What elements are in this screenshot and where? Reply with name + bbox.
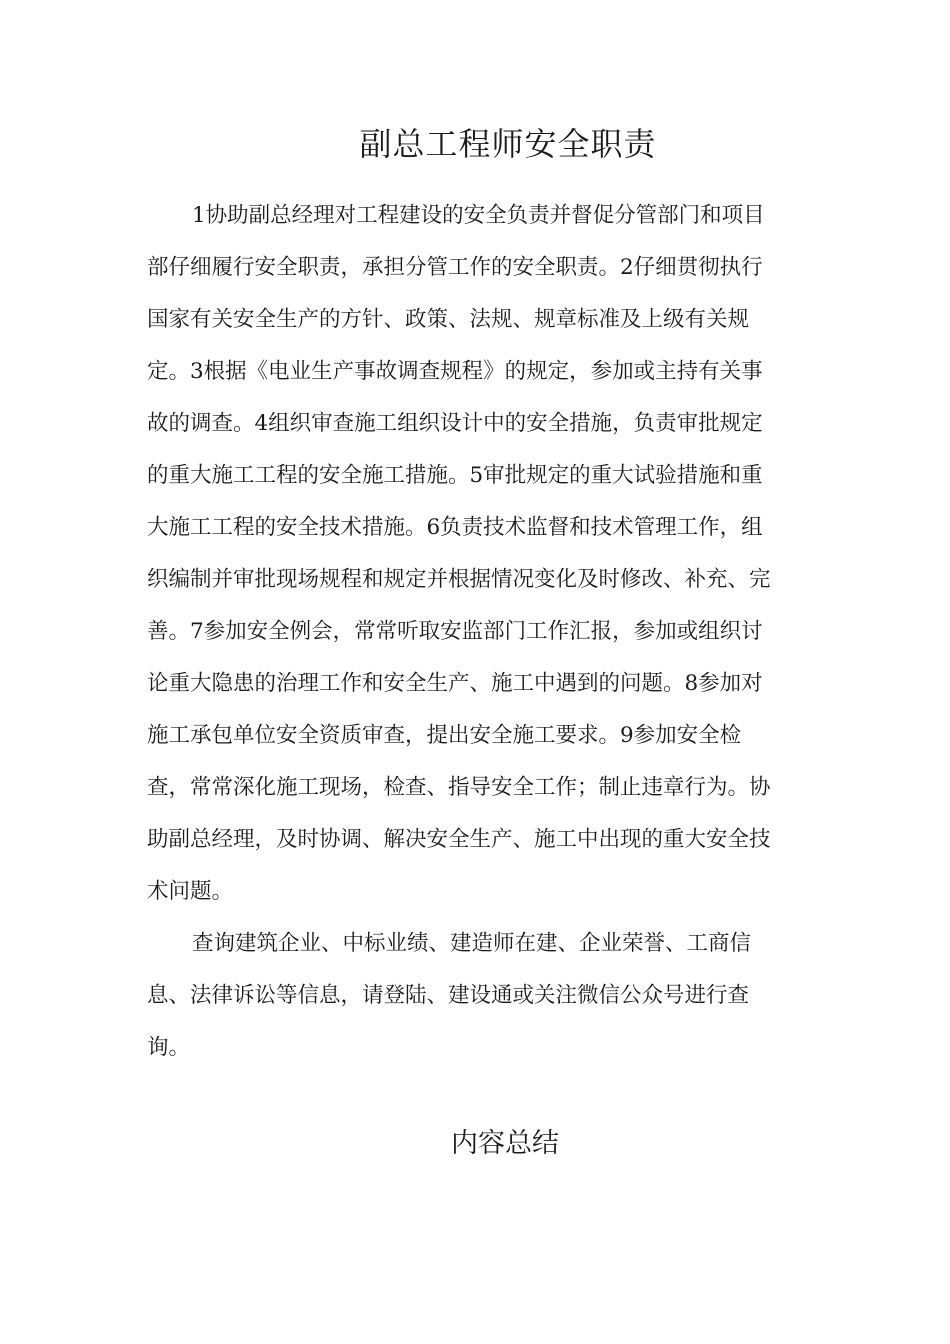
paragraph-1-line-1: 1协助副总经理对工程建设的安全负责并督促分管部门和项目 [192, 203, 765, 228]
paragraph-2-line-3: 询。 [147, 1035, 191, 1060]
paragraph-1-line-13: 助副总经理，及时协调、解决安全生产、施工中出现的重大安全技 [147, 827, 771, 852]
paragraph-1-line-10: 论重大隐患的治理工作和安全生产、施工中遇到的问题。8参加对 [147, 671, 763, 696]
paragraph-2-line-1: 查询建筑企业、中标业绩、建造师在建、企业荣誉、工商信 [192, 931, 752, 956]
paragraph-1-line-11: 施工承包单位安全资质审查，提出安全施工要求。9参加安全检 [147, 723, 742, 748]
paragraph-1-line-8: 织编制并审批现场规程和规定并根据情况变化及时修改、补充、完 [147, 567, 771, 592]
paragraph-1-line-9: 善。7参加安全例会，常常听取安监部门工作汇报，参加或组织讨 [147, 619, 763, 644]
paragraph-1-line-3: 国家有关安全生产的方针、政策、法规、规章标准及上级有关规 [147, 307, 750, 332]
paragraph-2-line-2: 息、法律诉讼等信息，请登陆、建设通或关注微信公众号进行查 [147, 983, 750, 1008]
document-title: 副总工程师安全职责 [359, 125, 657, 163]
paragraph-1-line-5: 故的调查。4组织审查施工组织设计中的安全措施，负责审批规定 [147, 411, 763, 436]
paragraph-1-line-12: 查，常常深化施工现场，检查、指导安全工作；制止违章行为。协 [147, 775, 771, 800]
summary-heading: 内容总结 [451, 1128, 559, 1159]
paragraph-1-line-14: 术问题。 [147, 879, 234, 904]
paragraph-1-line-2: 部仔细履行安全职责，承担分管工作的安全职责。2仔细贯彻执行 [147, 255, 763, 280]
paragraph-1-line-4: 定。3根据《电业生产事故调查规程》的规定，参加或主持有关事 [147, 359, 763, 384]
paragraph-1-line-6: 的重大施工工程的安全施工措施。5审批规定的重大试验措施和重 [147, 463, 763, 488]
paragraph-1-line-7: 大施工工程的安全技术措施。6负责技术监督和技术管理工作，组 [147, 515, 763, 540]
